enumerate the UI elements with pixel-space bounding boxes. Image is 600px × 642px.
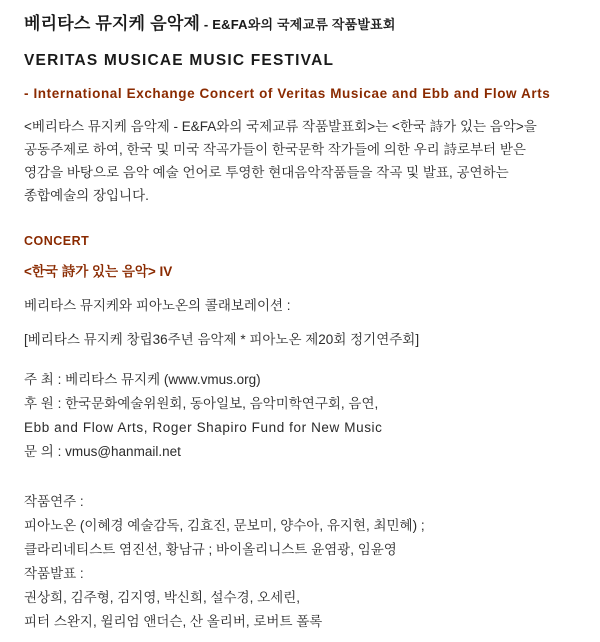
performers-label: 작품연주 :	[24, 493, 84, 509]
page-subtitle-english: - International Exchange Concert of Veritas Musicae and Ebb and Flow Arts	[24, 85, 551, 101]
page-title-korean-suffix: - E&FA와의 국제교류 작품발표회	[200, 17, 396, 32]
intro-line: 영감을 바탕으로 음악 예술 언어로 투영한 현대음악작품들을 작곡 및 발표, 공연하는	[24, 165, 509, 181]
concert-details	[24, 294, 576, 352]
spacer	[24, 480, 576, 490]
page-title	[24, 12, 576, 36]
credits-block	[24, 368, 576, 464]
intro-line: 공동주제로 하여, 한국 및 미국 작곡가들이 한국문학 작가들에 의한 우리 詩로부터 받은	[24, 142, 526, 158]
credit-line-contact: 문 의 : vmus@hanmail.net	[24, 443, 181, 459]
composers-line: 권상희, 김주형, 김지영, 박신희, 설수경, 오세린,	[24, 589, 300, 605]
concert-detail-line: 베리타스 뮤지케와 피아노온의 콜래보레이션 :	[24, 297, 291, 313]
concert-heading: CONCERT	[24, 233, 90, 248]
intro-line: 종합예술의 장입니다.	[24, 188, 149, 204]
performers-line: 피아노온 (이혜경 예술감독, 김효진, 문보미, 양수아, 유지현, 최민혜) ;	[24, 517, 425, 533]
concert-detail-line: [베리타스 뮤지케 창립36주년 음악제 * 피아노온 제20회 정기연주회]	[24, 331, 420, 347]
intro-paragraph	[24, 115, 576, 208]
performers-block	[24, 480, 576, 634]
concert-subtitle: <한국 詩가 있는 음악> IV	[24, 263, 173, 279]
credit-line-sponsor-en: Ebb and Flow Arts, Roger Shapiro Fund for New Music	[24, 419, 383, 435]
intro-line: <베리타스 뮤지케 음악제 - E&FA와의 국제교류 작품발표회>는 <한국 詩가 있는 음악>을	[24, 118, 537, 134]
page-title-korean: 베리타스 뮤지케 음악제	[24, 14, 201, 33]
credit-line-sponsor: 후 원 : 한국문화예술위원회, 동아일보, 음악미학연구회, 음연,	[24, 395, 379, 411]
page-title-english: VERITAS MUSICAE MUSIC FESTIVAL	[24, 51, 335, 69]
spacer	[24, 318, 576, 328]
composers-label: 작품발표 :	[24, 565, 84, 581]
credit-line-host: 주 최 : 베리타스 뮤지케 (www.vmus.org)	[24, 371, 261, 387]
composers-line: 피터 스완지, 윌리엄 앤더슨, 산 올리버, 로버트 폴록	[24, 613, 323, 629]
performers-line: 클라리네티스트 염진선, 황남규 ; 바이올리니스트 윤염광, 임윤영	[24, 541, 397, 557]
